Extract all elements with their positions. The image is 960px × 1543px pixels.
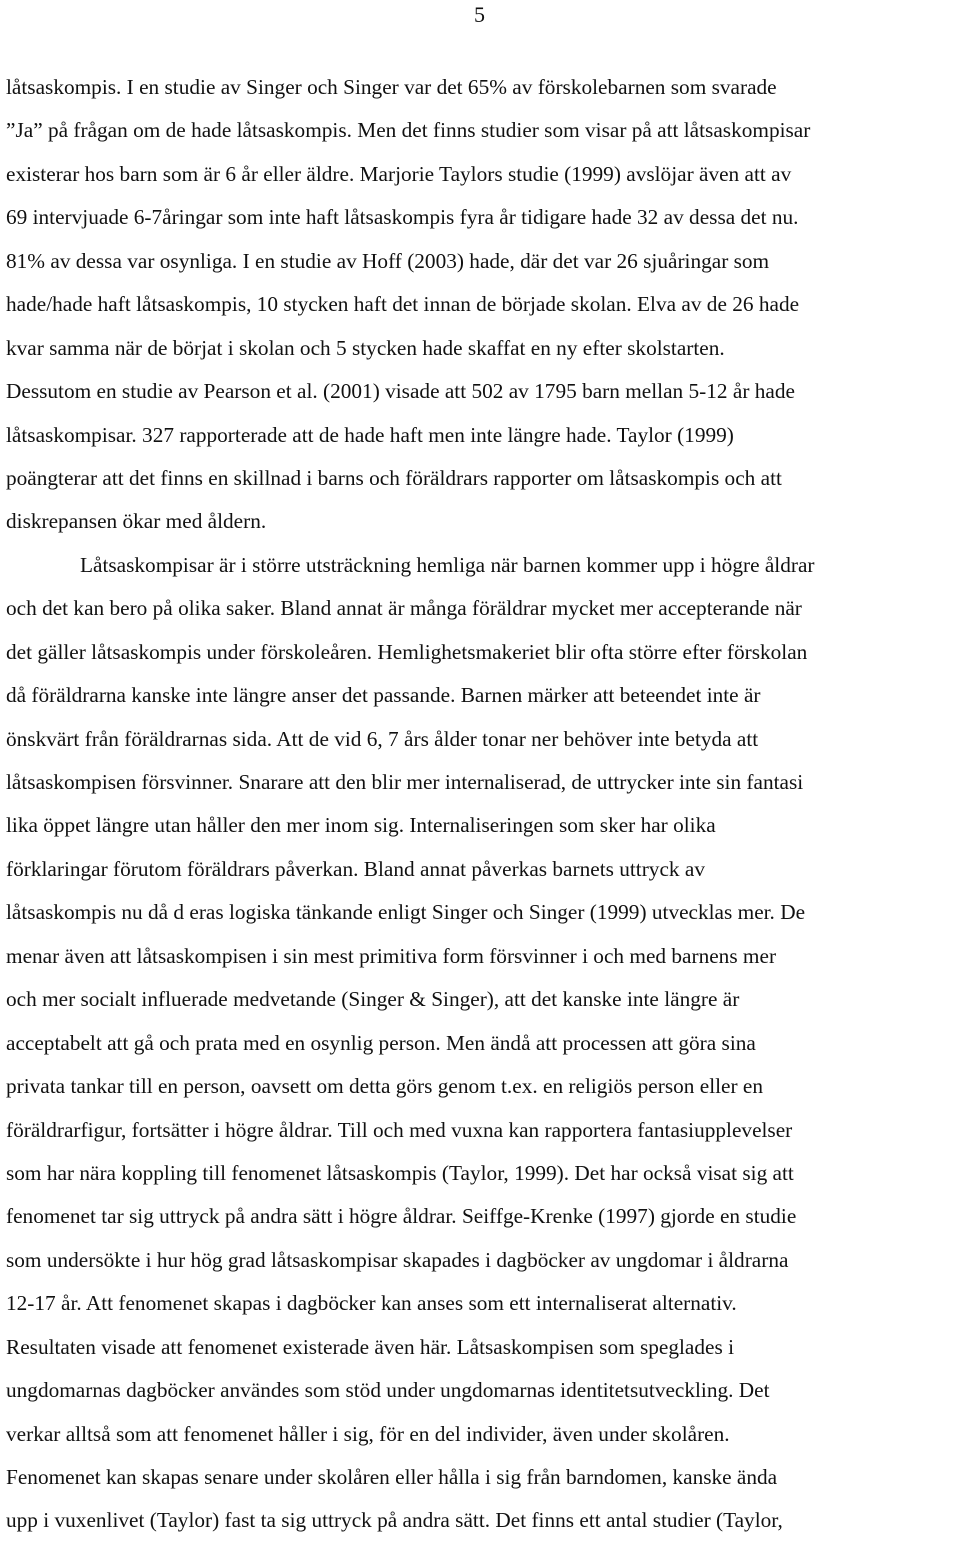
text-line: menar även att låtsaskompisen i sin mest primitiva form försvinner i och med barnens mer [6,943,777,968]
text-line: Dessutom en studie av Pearson et al. (2001) visade att 502 av 1795 barn mellan 5-12 år hade [6,379,795,404]
body-text [6,66,956,1543]
text-line: ”Ja” på frågan om de hade låtsaskompis. Men det finns studier som visar på att låtsaskompisar [6,118,811,143]
text-line: hade/hade haft låtsaskompis, 10 stycken haft det innan de började skolan. Elva av de 26 hade [6,292,800,317]
text-line: diskrepansen ökar med åldern. [6,509,267,534]
text-line: ungdomarnas dagböcker användes som stöd under ungdomarnas identitetsutveckling. Det [6,1378,770,1403]
text-line: privata tankar till en person, oavsett om detta görs genom t.ex. en religiös person eller en [6,1074,763,1099]
text-line: föräldrarfigur, fortsätter i högre åldrar. Till och med vuxna kan rapportera fantasiupplevelser [6,1117,793,1142]
text-line: låtsaskompis nu då d eras logiska tänkande enligt Singer och Singer (1999) utvecklas mer. De [6,900,806,925]
text-line: 69 intervjuade 6-7åringar som inte haft låtsaskompis fyra år tidigare hade 32 av dessa det nu. [6,205,799,230]
text-line: lika öppet längre utan håller den mer inom sig. Internaliseringen som sker har olika [6,813,716,838]
text-line: och mer socialt influerade medvetande (Singer & Singer), att det kanske inte längre är [6,987,740,1012]
text-line: låtsaskompis. I en studie av Singer och Singer var det 65% av förskolebarnen som svarade [6,75,777,99]
paragraph-first-line: Låtsaskompisar är i större utsträckning hemliga när barnen kommer upp i högre åldrar [80,552,815,577]
text-line: upp i vuxenlivet (Taylor) fast ta sig uttryck på andra sätt. Det finns ett antal studier (Taylor, [6,1508,783,1533]
text-line: 81% av dessa var osynliga. I en studie av Hoff (2003) hade, där det var 26 sjuåringar som [6,248,770,273]
text-line: önskvärt från föräldrarnas sida. Att de vid 6, 7 års ålder tonar ner behöver inte betyda att [6,726,759,751]
text-line: förklaringar förutom föräldrars påverkan. Bland annat påverkas barnets uttryck av [6,856,705,881]
text-line: acceptabelt att gå och prata med en osynlig person. Men ändå att processen att göra sina [6,1030,756,1055]
text-line: verkar alltså som att fenomenet håller i sig, för en del individer, även under skolåren. [6,1421,730,1446]
text-line: låtsaskompisen försvinner. Snarare att den blir mer internaliserad, de uttrycker inte sin fantasi [6,770,804,794]
text-line: fenomenet tar sig uttryck på andra sätt i högre åldrar. Seiffge-Krenke (1997) gjorde en studie [6,1204,797,1229]
text-line: existerar hos barn som är 6 år eller äldre. Marjorie Taylors studie (1999) avslöjar även att av [6,161,792,186]
page-number: 5 [474,2,485,27]
text-line: Fenomenet kan skapas senare under skolåren eller hålla i sig från barndomen, kanske ända [6,1465,778,1489]
text-line: poängterar att det finns en skillnad i barns och föräldrars rapporter om låtsaskompis och att [6,465,782,490]
text-line: kvar samma när de börjat i skolan och 5 stycken hade skaffat en ny efter skolstarten. [6,335,725,360]
text-line: som har nära koppling till fenomenet låtsaskompis (Taylor, 1999). Det har också visat sig att [6,1160,794,1185]
text-line: som undersökte i hur hög grad låtsaskompisar skapades i dagböcker av ungdomar i åldrarna [6,1247,789,1272]
text-line: då föräldrarna kanske inte längre anser det passande. Barnen märker att beteendet inte är [6,683,761,708]
text-line: 12-17 år. Att fenomenet skapas i dagböcker kan anses som ett internaliserat alternativ. [6,1291,737,1316]
text-line: och det kan bero på olika saker. Bland annat är många föräldrar mycket mer accepterande när [6,596,802,621]
text-line: låtsaskompisar. 327 rapporterade att de hade haft men inte längre hade. Taylor (1999) [6,422,734,447]
text-line: Resultaten visade att fenomenet existerade även här. Låtsaskompisen som speglades i [6,1334,735,1359]
text-line: det gäller låtsaskompis under förskoleåren. Hemlighetsmakeriet blir ofta större efter förskolan [6,639,808,664]
